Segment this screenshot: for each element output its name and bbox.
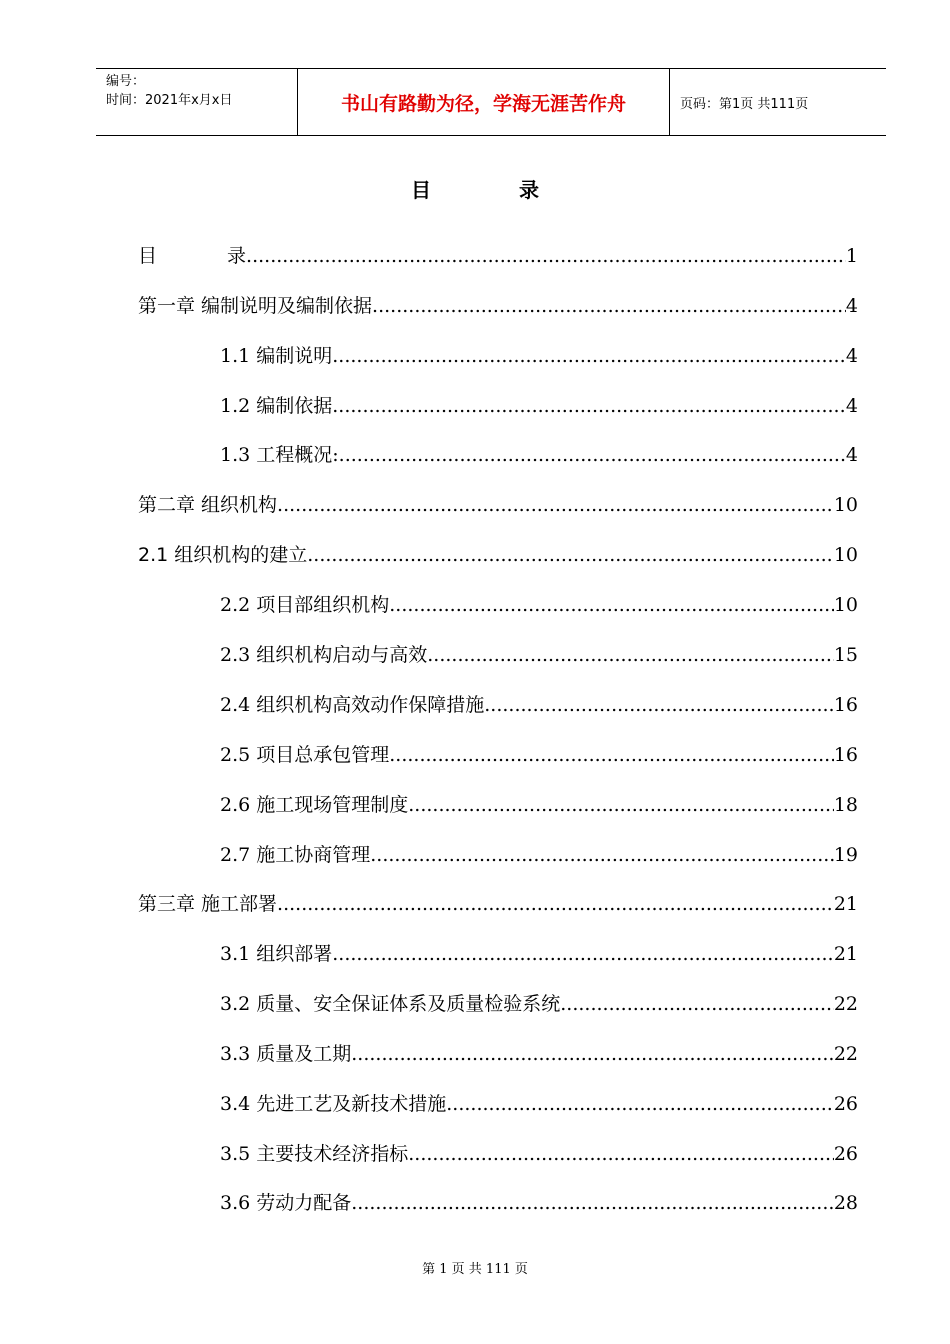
toc-page-number: 26 <box>833 1093 858 1115</box>
toc-label: 2.3 组织机构启动与高效 <box>220 644 428 666</box>
toc-page-number: 19 <box>833 844 858 866</box>
toc-page-number: 10 <box>833 594 858 616</box>
toc-label: 2.4 组织机构高效动作保障措施 <box>220 694 485 716</box>
toc-page-number: 1 <box>845 245 858 267</box>
toc-title-left: 目 <box>411 178 431 202</box>
toc-label: 第三章 施工部署 <box>138 893 278 915</box>
toc-page-number: 4 <box>845 295 858 317</box>
toc-label: 2.6 施工现场管理制度 <box>220 794 409 816</box>
toc-label: 2.1 组织机构的建立 <box>138 544 308 566</box>
toc-page-number: 21 <box>833 943 858 965</box>
toc-page-number: 4 <box>845 444 858 466</box>
number-label: 编号： <box>106 74 146 89</box>
toc-entry[interactable] <box>220 1175 858 1215</box>
toc-entry[interactable] <box>138 527 858 567</box>
toc-entry[interactable] <box>220 427 858 467</box>
toc-label: 3.4 先进工艺及新技术措施 <box>220 1093 447 1115</box>
toc-entry[interactable] <box>220 976 858 1016</box>
toc-entry[interactable] <box>220 727 858 767</box>
toc-label: 1.1 编制说明 <box>220 345 333 367</box>
toc-page-number: 10 <box>833 544 858 566</box>
toc-label: 3.6 劳动力配备 <box>220 1192 352 1214</box>
toc-label: 3.5 主要技术经济指标 <box>220 1143 409 1165</box>
header-motto: 书山有路勤为径，学海无涯苦作舟 <box>298 69 670 135</box>
toc-entry[interactable] <box>138 477 858 517</box>
toc-entry[interactable] <box>220 1076 858 1116</box>
toc-entry[interactable] <box>220 577 858 617</box>
toc-page-number: 18 <box>833 794 858 816</box>
toc-page-number: 21 <box>833 893 858 915</box>
toc-page-number: 22 <box>833 993 858 1015</box>
toc-entry[interactable] <box>220 627 858 667</box>
toc-label: 第一章 编制说明及编制依据 <box>138 295 373 317</box>
toc-page-number: 10 <box>833 494 858 516</box>
page-header <box>96 68 886 136</box>
toc-entry[interactable] <box>220 328 858 368</box>
toc-page-number: 15 <box>833 644 858 666</box>
toc-page-number: 28 <box>833 1192 858 1214</box>
toc-page-number: 26 <box>833 1143 858 1165</box>
page-footer: 第 1 页 共 111 页 <box>422 1262 528 1277</box>
toc-entry[interactable] <box>220 777 858 817</box>
header-meta <box>96 69 298 135</box>
toc-entry[interactable] <box>220 926 858 966</box>
toc-page-number: 4 <box>845 395 858 417</box>
toc-label: 3.2 质量、安全保证体系及质量检验系统 <box>220 993 561 1015</box>
toc-entry[interactable] <box>138 278 858 318</box>
toc-label: 2.7 施工协商管理 <box>220 844 371 866</box>
toc-label: 2.2 项目部组织机构 <box>220 594 390 616</box>
toc-page-number: 4 <box>845 345 858 367</box>
toc-page-number: 22 <box>833 1043 858 1065</box>
toc-page-number: 16 <box>833 694 858 716</box>
toc-entry[interactable] <box>220 827 858 867</box>
toc-title-right: 录 <box>519 178 539 202</box>
toc-label: 第二章 组织机构 <box>138 494 278 516</box>
header-page-info: 页码：第1页 共111页 <box>680 96 809 112</box>
toc-label: 3.3 质量及工期 <box>220 1043 352 1065</box>
toc-entry[interactable] <box>220 1126 858 1166</box>
toc-entry[interactable] <box>220 1026 858 1066</box>
time-label: 时间：2021年x月x日 <box>106 93 233 108</box>
toc-label: 1.3 工程概况: <box>220 444 339 466</box>
toc-entry[interactable]: 目 录 ..... 1 <box>138 228 858 268</box>
toc-entry[interactable] <box>220 378 858 418</box>
toc-entry[interactable] <box>220 677 858 717</box>
toc-entry[interactable] <box>138 876 858 916</box>
toc-label: 3.1 组织部署 <box>220 943 333 965</box>
toc-label: 1.2 编制依据 <box>220 395 333 417</box>
toc-title <box>0 174 950 203</box>
toc-label: 2.5 项目总承包管理 <box>220 744 390 766</box>
toc-page-number: 16 <box>833 744 858 766</box>
